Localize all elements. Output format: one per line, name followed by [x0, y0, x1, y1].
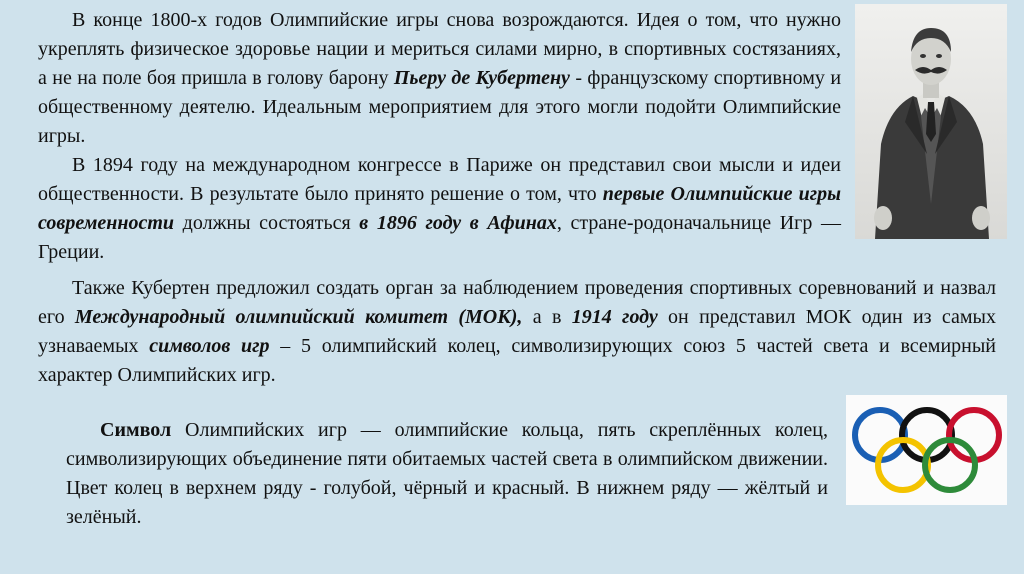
- p2-bold-first-games: первые Олимпийские игры современности: [38, 183, 841, 234]
- p3-bold-1914: 1914 году: [571, 306, 658, 328]
- p3-text-3: он представил МОК один из самых узнаваемых: [38, 306, 996, 357]
- paragraph-symbol: [66, 416, 828, 532]
- p3-bold-symbols: символов игр: [149, 335, 270, 357]
- p3-bold-ioc: Международный олимпийский комитет (МОК),: [74, 306, 523, 328]
- p2-text-1: В 1894 году на международном конгрессе в Париже он представил свои мысли и идеи общественности. В результате было принято решение о том, что: [38, 154, 841, 205]
- p2-bold-1896-athens: в 1896 году в Афинах: [359, 212, 557, 234]
- p3-text-1: Также Кубертен предложил создать орган за наблюдением проведения спортивных соревнований и назвал его: [38, 277, 996, 328]
- paragraph-congress-1894: [38, 151, 841, 267]
- p1-text-1: В конце 1800-х годов Олимпийские игры снова возрождаются. Идея о том, что нужно укреплять физическое здоровье нации и мериться силами мирно, в спортивных состязаниях, а не на поле боя пришла в голову барону: [38, 9, 841, 89]
- portrait-illustration: [855, 4, 1007, 239]
- p1-text-2: - французскому спортивному и общественному деятелю. Идеальным мероприятием для этого могли подойти Олимпийские игры.: [38, 67, 842, 147]
- p3-text-4: – 5 олимпийский колец, символизирующих союз 5 частей света и всемирный характер Олимпийских игр.: [38, 335, 996, 386]
- p2-text-3: , стране-родоначальнице Игр — Греции.: [38, 212, 841, 263]
- p4-bold-symbol: Символ: [100, 419, 172, 441]
- p2-text-2: должны состояться: [174, 212, 360, 234]
- olympic-rings-image: [846, 395, 1007, 505]
- p4-text-1: Олимпийских игр — олимпийские кольца, пять скреплённых колец, символизирующих объединение пяти обитаемых частей света в олимпийском движении. Цвет колец в верхнем ряду - голубой, чёрный и красный. В нижнем ряду — жёлтый и зелёный.: [66, 419, 828, 528]
- portrait-photo: [855, 4, 1007, 239]
- paragraph-ioc: [38, 274, 996, 390]
- paragraph-coubertin-idea: [38, 6, 841, 151]
- p1-name-coubertin: Пьеру де Кубертену: [393, 67, 570, 89]
- olympic-rings-icon: [846, 395, 1007, 505]
- p3-text-2: а в: [522, 306, 572, 328]
